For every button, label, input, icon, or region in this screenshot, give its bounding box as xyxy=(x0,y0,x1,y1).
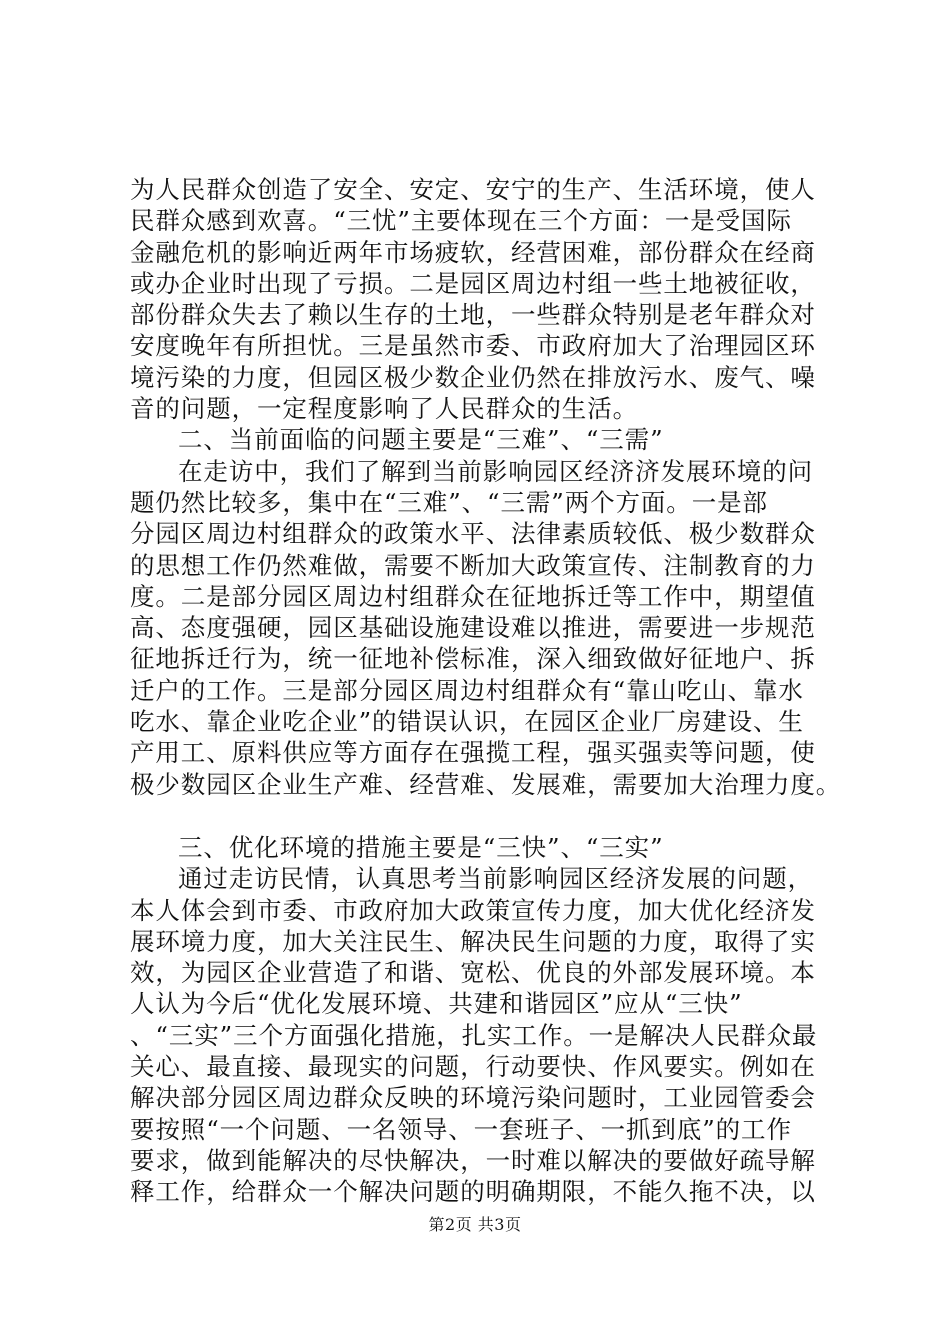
text-line: 题仍然比较多，集中在“三难”、“三需”两个方面。一是部 xyxy=(130,487,768,517)
text-line: 吃水、靠企业吃企业”的错误认识，在园区企业厂房建设、生 xyxy=(130,707,804,737)
text-line: 音的问题，一定程度影响了人民群众的生活。 xyxy=(130,394,638,424)
text-line: 的思想工作仍然难做，需要不断加大政策宣传、注制教育的力 xyxy=(130,550,816,580)
document-body xyxy=(130,174,846,1208)
text-line: 高、态度强硬，园区基础设施建设难以推进，需要进一步规范 xyxy=(130,613,816,643)
text-line: 境污染的力度，但园区极少数企业仍然在排放污水、废气、噪 xyxy=(130,362,816,392)
text-line: 分园区周边村组群众的政策水平、法律素质较低、极少数群众 xyxy=(130,519,816,549)
paragraph-first-line: 通过走访民情，认真思考当前影响园区经济发展的问题， xyxy=(178,864,813,894)
text-line: 效，为园区企业营造了和谐、宽松、优良的外部发展环境。本 xyxy=(130,958,816,988)
text-line: 要求，做到能解决的尽快解决，一时难以解决的要做好疏导解 xyxy=(130,1145,816,1175)
text-line: 产用工、原料供应等方面存在强揽工程，强买强卖等问题，使 xyxy=(130,738,816,768)
text-line: 金融危机的影响近两年市场疲软，经营困难，部份群众在经商 xyxy=(130,237,816,267)
text-line: 极少数园区企业生产难、经营难、发展难，需要加大治理力度。 xyxy=(130,769,842,799)
text-line: 人认为今后“优化发展环境、共建和谐园区”应从“三快” xyxy=(130,989,743,1019)
paragraph-first-line: 在走访中，我们了解到当前影响园区经济济发展环境的问 xyxy=(178,456,813,486)
page-number-footer: 第2页 共3页 xyxy=(428,1215,522,1234)
text-line: 安度晚年有所担忧。三是虽然市委、市政府加大了治理园区环 xyxy=(130,331,816,361)
text-line: 释工作，给群众一个解决问题的明确期限，不能久拖不决，以 xyxy=(130,1177,816,1207)
text-line: 或办企业时出现了亏损。二是园区周边村组一些土地被征收， xyxy=(130,268,816,298)
text-line: 征地拆迁行为，统一征地补偿标准，深入细致做好征地户、拆 xyxy=(130,644,816,674)
text-line: 解决部分园区周边群众反映的环境污染问题时，工业园管委会 xyxy=(130,1083,816,1113)
text-line: 部份群众失去了赖以生存的土地，一些群众特别是老年群众对 xyxy=(130,300,816,330)
text-line: 要按照“一个问题、一名领导、一套班子、一抓到底”的工作 xyxy=(130,1114,792,1144)
section-heading-3: 三、优化环境的措施主要是“三快”、“三实” xyxy=(178,832,664,862)
text-line: 民群众感到欢喜。“三忧”主要体现在三个方面：一是受国际 xyxy=(130,206,792,236)
paragraph-gap xyxy=(130,800,846,832)
text-line: 本人体会到市委、市政府加大政策宣传力度，加大优化经济发 xyxy=(130,895,816,925)
section-heading-2: 二、当前面临的问题主要是“三难”、“三需” xyxy=(178,425,664,455)
text-line: 、“三实”三个方面强化措施，扎实工作。一是解决人民群众最 xyxy=(130,1020,818,1050)
text-line: 度。二是部分园区周边村组群众在征地拆迁等工作中，期望值 xyxy=(130,581,816,611)
text-line: 关心、最直接、最现实的问题，行动要快、作风要实。例如在 xyxy=(130,1052,816,1082)
text-line: 展环境力度，加大关注民生、解决民生问题的力度，取得了实 xyxy=(130,926,816,956)
text-line: 为人民群众创造了安全、安定、安宁的生产、生活环境，使人 xyxy=(130,175,816,204)
text-line: 迁户的工作。三是部分园区周边村组群众有“靠山吃山、靠水 xyxy=(130,675,804,705)
